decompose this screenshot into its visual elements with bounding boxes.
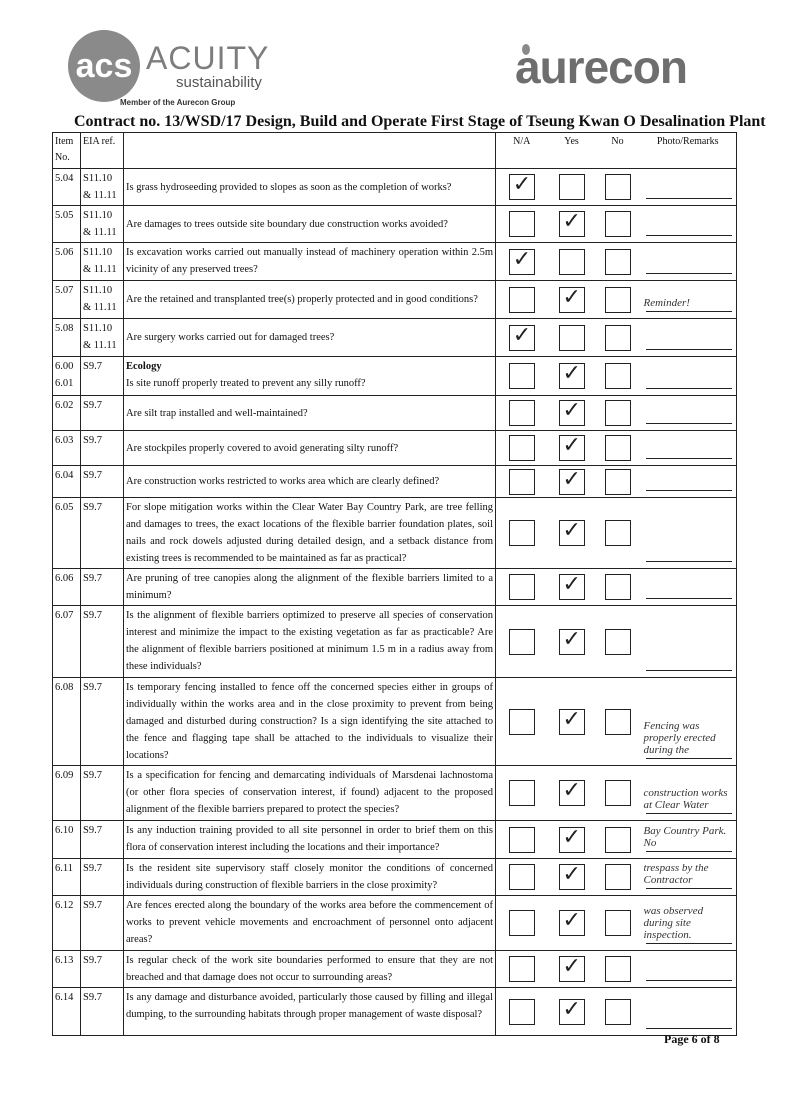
yes-cell: [548, 431, 596, 466]
remarks-line[interactable]: [646, 422, 733, 424]
yes-checkbox[interactable]: [559, 574, 585, 600]
checkmark-icon: ✓: [562, 209, 581, 234]
yes-cell: [548, 206, 596, 243]
na-checkbox[interactable]: [509, 780, 535, 806]
na-checkbox[interactable]: [509, 469, 535, 495]
na-checkbox[interactable]: [509, 400, 535, 426]
remarks-cell: [640, 678, 737, 766]
remarks-line[interactable]: [646, 1027, 733, 1029]
table-row: [53, 169, 737, 206]
eia-ref: S11.10 & 11.11: [81, 169, 124, 206]
na-cell: [496, 678, 548, 766]
yes-cell: [548, 396, 596, 431]
question-text: Are fences erected along the boundary of the works area before the commencement of works to prevent vehicle movements and encroachment of personnel onto adjacent areas?: [126, 900, 493, 945]
checkmark-icon: ✓: [562, 284, 581, 310]
yes-cell: [548, 988, 596, 1036]
eia-ref: S9.7: [81, 766, 124, 821]
no-checkbox[interactable]: [605, 999, 631, 1025]
question-cell: [124, 169, 496, 206]
yes-checkbox[interactable]: [559, 400, 585, 426]
question-cell: [124, 988, 496, 1036]
table-row: [53, 466, 737, 498]
item-no: 5.06: [53, 243, 81, 281]
yes-checkbox[interactable]: [559, 910, 585, 936]
table-row: [53, 951, 737, 988]
question-cell: [124, 431, 496, 466]
yes-checkbox[interactable]: [559, 435, 585, 461]
acuity-name: ACUITY: [146, 40, 270, 76]
no-checkbox[interactable]: [605, 174, 631, 200]
eia-ref: S11.10 & 11.11: [81, 319, 124, 357]
remarks-line[interactable]: [646, 812, 733, 814]
table-row: [53, 988, 737, 1036]
remarks-cell: [640, 606, 737, 678]
na-cell: [496, 859, 548, 896]
no-cell: [596, 281, 640, 319]
header-question: [124, 133, 496, 169]
na-cell: [496, 243, 548, 281]
item-no: 6.00 6.01: [53, 357, 81, 396]
item-no: 6.07: [53, 606, 81, 678]
na-checkbox[interactable]: [509, 435, 535, 461]
yes-checkbox[interactable]: [559, 325, 585, 351]
remarks-cell: [640, 357, 737, 396]
na-cell: [496, 988, 548, 1036]
remarks-cell: [640, 243, 737, 281]
question-cell: [124, 357, 496, 396]
document-title: Contract no. 13/WSD/17 Design, Build and Operate First Stage of Tseung Kwan O Desalination Plant: [74, 113, 766, 130]
remarks-line[interactable]: [646, 348, 733, 350]
no-checkbox[interactable]: [605, 435, 631, 461]
eia-ref: S9.7: [81, 896, 124, 951]
eia-ref: S9.7: [81, 951, 124, 988]
question-text: Is temporary fencing installed to fence off the concerned species either in groups of individually within the works area and in the close proximity to prevent from being damaged and disturbed during construction? Is a sign identifying the site attached to the fence and flagging tape shall be attached to the individuals to visualize their locations?: [126, 682, 493, 761]
table-row: [53, 396, 737, 431]
acuity-member-text: Member of the Aurecon Group: [120, 98, 236, 107]
remarks-line[interactable]: [646, 560, 733, 562]
question-text: Is the resident site supervisory staff closely monitor the conditions of concerned individuals during construction of flexible barriers in the close proximity?: [126, 863, 493, 891]
na-cell: [496, 821, 548, 859]
question-text: Are the retained and transplanted tree(s) properly protected and in good conditions?: [126, 294, 478, 305]
header-yes: Yes: [548, 133, 596, 169]
yes-checkbox[interactable]: [559, 284, 585, 313]
remarks-line[interactable]: [646, 272, 733, 274]
yes-checkbox[interactable]: [559, 466, 585, 495]
eia-ref: S9.7: [81, 569, 124, 606]
no-checkbox[interactable]: [605, 956, 631, 982]
remarks-cell: [640, 766, 737, 821]
header-item-no: Item No.: [53, 133, 81, 169]
remarks-cell: [640, 951, 737, 988]
no-cell: [596, 169, 640, 206]
no-checkbox[interactable]: [605, 211, 631, 237]
item-no: 5.05: [53, 206, 81, 243]
no-checkbox[interactable]: [605, 574, 631, 600]
yes-checkbox[interactable]: [559, 626, 585, 655]
question-cell: [124, 243, 496, 281]
yes-cell: [548, 821, 596, 859]
question-text: Is the alignment of flexible barriers optimized to preserve all species of conservation interest and minimize the impact to the existing vegetation as far as practicable? Are the alignment of flexible barriers positioned at minimum 1.5 m in a radius away from these individuals?: [126, 610, 493, 672]
table-row: [53, 678, 737, 766]
yes-checkbox[interactable]: [559, 520, 585, 546]
table-row: [53, 498, 737, 569]
na-checkbox[interactable]: [509, 956, 535, 982]
no-cell: [596, 821, 640, 859]
question-text: Is a specification for fencing and demarcating individuals of Marsdenai lachnostoma (or other flora species of conservation interest, if found) adjacent to the proposed alignment of the flexible barriers prepared to protect the species?: [126, 770, 493, 815]
question-text: Is site runoff properly treated to prevent any silly runoff?: [126, 378, 366, 389]
yes-cell: [548, 281, 596, 319]
question-cell: [124, 678, 496, 766]
section-heading: Ecology: [126, 361, 162, 372]
yes-checkbox[interactable]: [559, 706, 585, 735]
question-text: Is grass hydroseeding provided to slopes as soon as the completion of works?: [126, 181, 452, 193]
no-checkbox[interactable]: [605, 827, 631, 853]
na-cell: [496, 281, 548, 319]
item-no: 6.05: [53, 498, 81, 569]
no-checkbox[interactable]: [605, 864, 631, 890]
no-cell: [596, 859, 640, 896]
na-checkbox[interactable]: [509, 322, 535, 351]
no-checkbox[interactable]: [605, 910, 631, 936]
eia-ref: S9.7: [81, 988, 124, 1036]
eia-ref: S9.7: [81, 357, 124, 396]
yes-cell: [548, 766, 596, 821]
question-cell: [124, 951, 496, 988]
na-checkbox[interactable]: [509, 827, 535, 853]
yes-checkbox[interactable]: [559, 824, 585, 853]
yes-checkbox[interactable]: [559, 996, 585, 1025]
na-checkbox[interactable]: [509, 709, 535, 735]
no-checkbox[interactable]: [605, 287, 631, 313]
no-checkbox[interactable]: [605, 629, 631, 655]
eia-ref: S9.7: [81, 396, 124, 431]
na-cell: [496, 169, 548, 206]
remarks-cell: [640, 498, 737, 569]
remarks-line[interactable]: [646, 850, 733, 852]
checkmark-icon: ✓: [562, 824, 581, 850]
na-cell: [496, 766, 548, 821]
yes-checkbox[interactable]: [559, 249, 585, 275]
remarks-cell: [640, 859, 737, 896]
na-checkbox[interactable]: [509, 864, 535, 890]
question-text: Are stockpiles properly covered to avoid generating silty runoff?: [126, 442, 399, 454]
acuity-logo-mark: acs: [68, 30, 140, 102]
remarks-cell: [640, 821, 737, 859]
eia-ref: S9.7: [81, 431, 124, 466]
eia-ref: S11.10 & 11.11: [81, 243, 124, 281]
question-text: Is any induction training provided to all site personnel in order to brief them on this flora of conservation interest including the locations and their importance?: [126, 825, 493, 853]
yes-checkbox[interactable]: [559, 780, 585, 806]
item-no: 6.09: [53, 766, 81, 821]
no-cell: [596, 678, 640, 766]
no-cell: [596, 606, 640, 678]
header-na: N/A: [496, 133, 548, 169]
yes-checkbox[interactable]: [559, 211, 585, 237]
page-number: Page 6 of 8: [664, 1032, 720, 1046]
checkmark-icon: ✓: [562, 778, 581, 803]
question-text: Are construction works restricted to works area which are clearly defined?: [126, 476, 440, 487]
checkmark-icon: ✓: [562, 996, 581, 1022]
no-cell: [596, 319, 640, 357]
question-cell: [124, 466, 496, 498]
remarks-line[interactable]: [646, 489, 733, 491]
checkmark-icon: ✓: [562, 706, 581, 732]
question-cell: [124, 766, 496, 821]
table-row: [53, 281, 737, 319]
no-checkbox[interactable]: [605, 780, 631, 806]
handwritten-remark: construction works at Clear Water: [643, 787, 728, 811]
eia-ref: S11.10 & 11.11: [81, 281, 124, 319]
question-cell: [124, 498, 496, 569]
question-cell: [124, 606, 496, 678]
question-cell: [124, 206, 496, 243]
yes-checkbox[interactable]: [559, 174, 585, 200]
na-cell: [496, 431, 548, 466]
yes-checkbox[interactable]: [559, 956, 585, 982]
acuity-subtitle: sustainability: [176, 74, 262, 91]
yes-checkbox[interactable]: [559, 363, 585, 389]
aurecon-logo: aurecon: [515, 41, 687, 93]
yes-cell: [548, 569, 596, 606]
checkmark-icon: ✓: [562, 433, 581, 458]
table-row: [53, 243, 737, 281]
yes-cell: [548, 466, 596, 498]
na-checkbox[interactable]: [509, 999, 535, 1025]
question-text: Are surgery works carried out for damaged trees?: [126, 332, 335, 343]
yes-cell: [548, 319, 596, 357]
yes-cell: [548, 951, 596, 988]
yes-checkbox[interactable]: [559, 864, 585, 890]
item-no: 5.07: [53, 281, 81, 319]
na-checkbox[interactable]: [509, 246, 535, 275]
checkmark-icon: ✓: [562, 572, 581, 597]
table-header-row: [53, 133, 737, 169]
eia-ref: S9.7: [81, 821, 124, 859]
eia-ref: S9.7: [81, 859, 124, 896]
question-cell: [124, 821, 496, 859]
remarks-line[interactable]: [646, 669, 733, 671]
yes-cell: [548, 357, 596, 396]
handwritten-remark: Bay Country Park. No: [643, 825, 727, 849]
na-cell: [496, 396, 548, 431]
na-checkbox[interactable]: [509, 287, 535, 313]
checkmark-icon: ✓: [562, 398, 581, 423]
item-no: 6.13: [53, 951, 81, 988]
na-checkbox[interactable]: [509, 574, 535, 600]
yes-cell: [548, 896, 596, 951]
na-cell: [496, 319, 548, 357]
na-cell: [496, 498, 548, 569]
table-row: [53, 821, 737, 859]
checkmark-icon: ✓: [512, 322, 532, 348]
na-cell: [496, 606, 548, 678]
question-text: Are silt trap installed and well-maintained?: [126, 407, 308, 419]
na-cell: [496, 569, 548, 606]
table-row: [53, 896, 737, 951]
table-row: [53, 766, 737, 821]
handwritten-remark: was observed during site inspection.: [643, 905, 704, 941]
question-cell: [124, 396, 496, 431]
handwritten-remark: Fencing was properly erected during the: [643, 720, 716, 756]
question-text: Are damages to trees outside site boundary due construction works avoided?: [126, 218, 448, 230]
remarks-cell: [640, 569, 737, 606]
checkmark-icon: ✓: [562, 862, 581, 887]
table-row: [53, 357, 737, 396]
no-cell: [596, 498, 640, 569]
remarks-cell: [640, 319, 737, 357]
handwritten-remark: Reminder!: [643, 297, 690, 309]
eia-ref: S9.7: [81, 498, 124, 569]
handwritten-remark: trespass by the Contractor: [643, 862, 709, 886]
table-row: [53, 569, 737, 606]
remarks-line[interactable]: [646, 197, 733, 199]
na-cell: [496, 206, 548, 243]
na-checkbox[interactable]: [509, 629, 535, 655]
no-checkbox[interactable]: [605, 363, 631, 389]
table-row: [53, 206, 737, 243]
remarks-line[interactable]: [646, 979, 733, 981]
no-checkbox[interactable]: [605, 520, 631, 546]
question-text: Is regular check of the work site boundaries performed to ensure that they are not breached and that damage does not occur to surrounding areas?: [126, 955, 493, 983]
item-no: 5.08: [53, 319, 81, 357]
no-cell: [596, 569, 640, 606]
na-cell: [496, 466, 548, 498]
item-no: 6.02: [53, 396, 81, 431]
no-cell: [596, 396, 640, 431]
question-cell: [124, 319, 496, 357]
header-remarks: Photo/Remarks: [640, 133, 737, 169]
remarks-line[interactable]: [646, 310, 733, 312]
no-cell: [596, 243, 640, 281]
item-no: 6.06: [53, 569, 81, 606]
remarks-line[interactable]: [646, 234, 733, 236]
checkmark-icon: ✓: [562, 518, 581, 543]
header-eia-ref: EIA ref.: [81, 133, 124, 169]
na-checkbox[interactable]: [509, 174, 535, 200]
checkmark-icon: ✓: [562, 954, 581, 979]
table-row: [53, 606, 737, 678]
remarks-line[interactable]: [646, 942, 733, 944]
remarks-line[interactable]: [646, 387, 733, 389]
checkmark-icon: ✓: [562, 466, 581, 492]
no-checkbox[interactable]: [605, 469, 631, 495]
question-cell: [124, 569, 496, 606]
yes-cell: [548, 498, 596, 569]
checkmark-icon: ✓: [562, 361, 581, 386]
na-cell: [496, 357, 548, 396]
checkmark-icon: ✓: [512, 172, 532, 197]
yes-cell: [548, 169, 596, 206]
table-row: [53, 319, 737, 357]
eia-ref: S11.10 & 11.11: [81, 206, 124, 243]
question-cell: [124, 896, 496, 951]
na-checkbox[interactable]: [509, 910, 535, 936]
yes-cell: [548, 678, 596, 766]
question-text: Are pruning of tree canopies along the alignment of the flexible barriers limited to a minimum?: [126, 573, 493, 601]
no-cell: [596, 466, 640, 498]
na-checkbox[interactable]: [509, 363, 535, 389]
no-checkbox[interactable]: [605, 709, 631, 735]
no-cell: [596, 357, 640, 396]
remarks-cell: [640, 466, 737, 498]
yes-cell: [548, 606, 596, 678]
remarks-cell: [640, 988, 737, 1036]
item-no: 5.04: [53, 169, 81, 206]
question-text: For slope mitigation works within the Clear Water Bay Country Park, are tree felling and damages to trees, the exact locations of the flexible barrier foundation plates, soil nails and rock dowels adjusted during detailed design, and a setback distance from existing trees is recommended to be maintained as far as practical?: [126, 502, 493, 564]
eia-ref: S9.7: [81, 466, 124, 498]
remarks-line[interactable]: [646, 457, 733, 459]
no-cell: [596, 431, 640, 466]
na-cell: [496, 951, 548, 988]
na-cell: [496, 896, 548, 951]
item-no: 6.10: [53, 821, 81, 859]
eia-ref: S9.7: [81, 678, 124, 766]
no-cell: [596, 206, 640, 243]
remarks-cell: [640, 206, 737, 243]
remarks-cell: [640, 169, 737, 206]
na-checkbox[interactable]: [509, 211, 535, 237]
table-row: [53, 859, 737, 896]
remarks-cell: [640, 281, 737, 319]
checklist-table: [52, 132, 737, 1036]
yes-cell: [548, 243, 596, 281]
question-text: Is any damage and disturbance avoided, particularly those caused by filling and illegal dumping, to the surrounding habitats through proper management of waste disposal?: [126, 992, 493, 1020]
eia-ref: S9.7: [81, 606, 124, 678]
question-text: Is excavation works carried out manually instead of machinery operation within 2.5m vicinity of any preserved trees?: [126, 247, 493, 275]
header-no: No: [596, 133, 640, 169]
no-checkbox[interactable]: [605, 249, 631, 275]
no-cell: [596, 988, 640, 1036]
remarks-line[interactable]: [646, 757, 733, 759]
remarks-cell: [640, 396, 737, 431]
table-row: [53, 431, 737, 466]
remarks-line[interactable]: [646, 887, 733, 889]
checkmark-icon: ✓: [562, 626, 581, 652]
no-checkbox[interactable]: [605, 325, 631, 351]
yes-cell: [548, 859, 596, 896]
remarks-line[interactable]: [646, 597, 733, 599]
remarks-cell: [640, 431, 737, 466]
item-no: 6.08: [53, 678, 81, 766]
no-cell: [596, 896, 640, 951]
question-cell: [124, 859, 496, 896]
question-cell: [124, 281, 496, 319]
no-checkbox[interactable]: [605, 400, 631, 426]
checkmark-icon: ✓: [512, 246, 532, 272]
item-no: 6.03: [53, 431, 81, 466]
no-cell: [596, 766, 640, 821]
item-no: 6.11: [53, 859, 81, 896]
no-cell: [596, 951, 640, 988]
item-no: 6.04: [53, 466, 81, 498]
remarks-cell: [640, 896, 737, 951]
item-no: 6.12: [53, 896, 81, 951]
na-checkbox[interactable]: [509, 520, 535, 546]
item-no: 6.14: [53, 988, 81, 1036]
checkmark-icon: ✓: [562, 908, 581, 933]
